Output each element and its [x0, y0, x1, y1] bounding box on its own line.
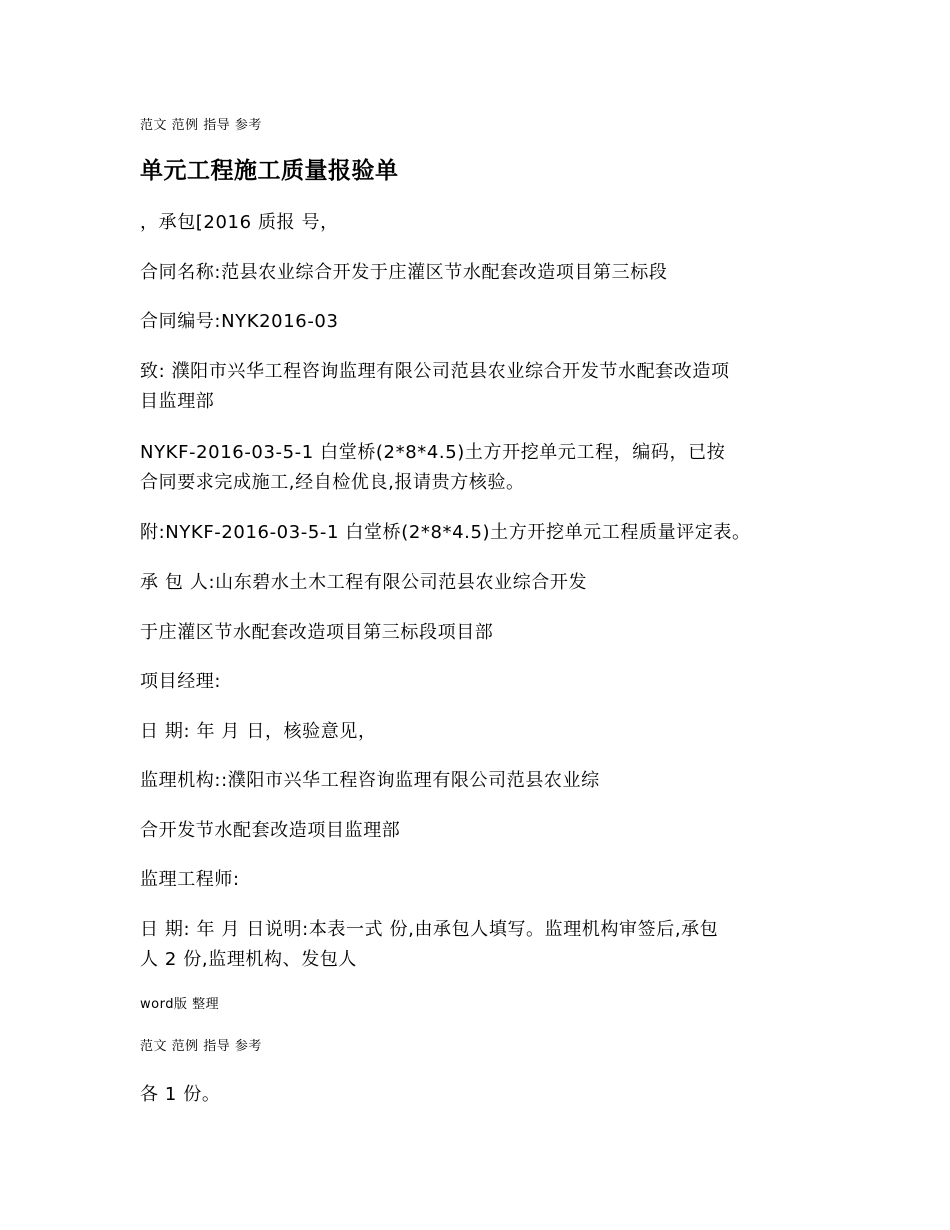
supervising-engineer: 监理工程师:	[140, 869, 240, 890]
notes-line-2: 人 2 份,监理机构、发包人	[140, 949, 358, 970]
contract-name: 合同名称:范县农业综合开发于庄灌区节水配套改造项目第三标段	[140, 262, 668, 283]
addressee-line-2: 目监理部	[140, 391, 215, 412]
notes-line-1: 日 期: 年 月 日说明:本表一式 份,由承包人填写。监理机构审签后,承包	[140, 919, 719, 940]
unit-statement-line-2: 合同要求完成施工,经自检优良,报请贵方核验。	[140, 472, 525, 493]
supervisor-line-1: 监理机构::濮阳市兴华工程咨询监理有限公司范县农业综	[140, 770, 600, 791]
unit-statement	[140, 438, 820, 498]
project-manager: 项目经理:	[140, 671, 222, 692]
closing-line: 各 1 份。	[140, 1084, 221, 1105]
addressee	[140, 357, 820, 417]
contractor-line-1: 承 包 人:山东碧水土木工程有限公司范县农业综合开发	[140, 572, 588, 593]
contract-number: 合同编号:NYK2016-03	[140, 311, 339, 332]
unit-statement-line-1: NYKF-2016-03-5-1 白堂桥(2*8*4.5)土方开挖单元工程，编码，已按	[140, 442, 726, 463]
reference-number: ，承包[2016 质报 号，	[140, 212, 339, 233]
contractor-line-2: 于庄灌区节水配套改造项目第三标段项目部	[140, 622, 494, 643]
addressee-line-1: 致: 濮阳市兴华工程咨询监理有限公司范县农业综合开发节水配套改造项	[140, 361, 730, 382]
page-header: 范文 范例 指导 参考	[140, 118, 262, 133]
supervisor-line-2: 合开发节水配套改造项目监理部	[140, 820, 401, 841]
attachment-note: 附:NYKF-2016-03-5-1 白堂桥(2*8*4.5)土方开挖单元工程质量评定表。	[140, 522, 751, 543]
notes	[140, 915, 820, 975]
date-and-opinion: 日 期: 年 月 日，核验意见，	[140, 721, 377, 742]
page-header-next: 范文 范例 指导 参考	[140, 1039, 262, 1054]
document-title: 单元工程施工质量报验单	[140, 158, 399, 184]
page-footer: word版 整理	[140, 997, 220, 1012]
